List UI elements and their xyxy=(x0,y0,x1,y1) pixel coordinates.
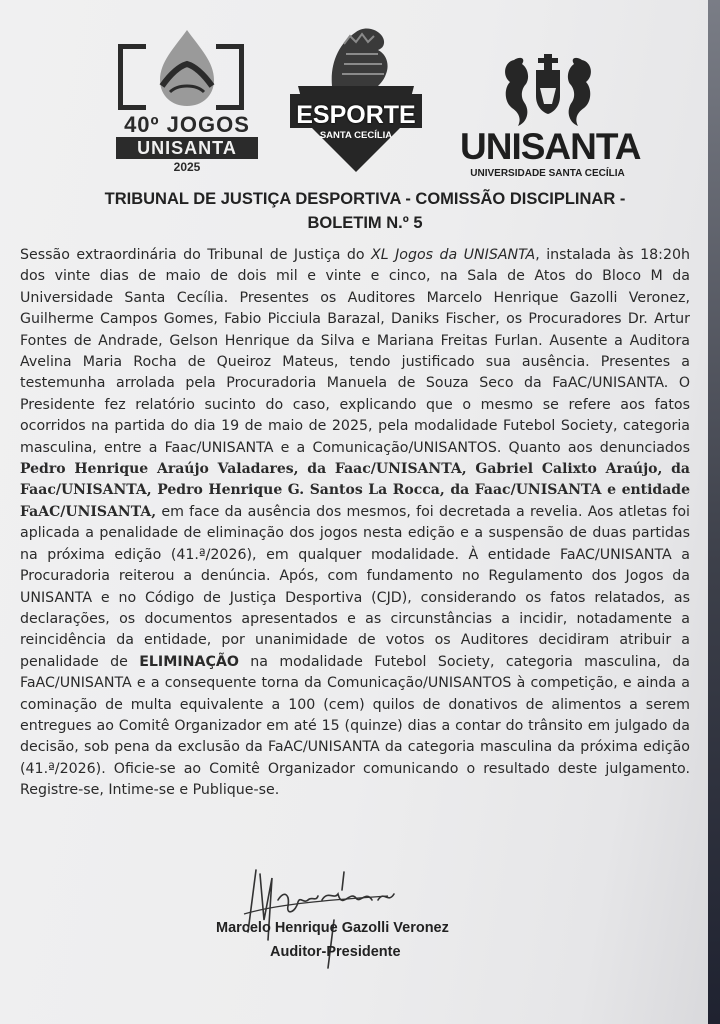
document-heading xyxy=(40,187,690,235)
logo-jogos-title: 40º JOGOS xyxy=(124,112,250,137)
signatory-role: Auditor-Presidente xyxy=(270,944,401,960)
unisanta-logo xyxy=(460,48,641,188)
flame-drop-icon xyxy=(154,28,220,108)
seahorse-shield-icon xyxy=(286,24,426,174)
heading-line-1: TRIBUNAL DE JUSTIÇA DESPORTIVA - COMISSÃO DISCIPLINAR - xyxy=(104,190,626,208)
event-name: XL Jogos da UNISANTA xyxy=(371,247,536,263)
body-intro: Sessão extraordinária do Tribunal de Justiça do xyxy=(20,247,372,263)
logo-jogos-band: UNISANTA xyxy=(116,137,258,159)
logo-unisanta-sub: UNIVERSIDADE SANTA CECÍLIA xyxy=(470,168,625,179)
body-conclusion: na modalidade Futebol Society, categoria masculina, da FaAC/UNISANTA e a consequente torna da Comunicação/UNISANTOS à competição, e ainda a cominação de multa equivalente a 100 (cem) quilos de donativos de alimentos a serem entregues ao Comitê Organizador em até 15 (quinze) dias a contar do trânsito em julgado da decisão, sob pena da exclusão da FaAC/UNISANTA da categoria masculina da próxima edição (41.ª/2026). Oficie-se ao Comitê Organizador comunicando o resultado deste julgamento. Registre-se, Intime-se e Publique-se. xyxy=(20,653,690,799)
heading-line-2: BOLETIM N.º 5 xyxy=(307,214,423,232)
signatory-name: Marcelo Henrique Gazolli Veronez xyxy=(216,920,449,936)
bulletin-body xyxy=(20,245,690,802)
logo-frame-right xyxy=(216,44,244,110)
body-session-details: , instalada às 18:20h dos vinte dias de maio de dois mil e vinte e cinco, na Sala de Atos do Bloco M da Universidade Santa Cecília. Presentes os Auditores Marcelo Henrique Gazolli Veronez, Guilherme Campos Gomes, Fabio Picciula Barazal, Daniks Fischer, os Procuradores Dr. Artur Fontes de Andrade, Gelson Henrique da Silva e Mariana Freitas Furlan. Ausente a Auditora Avelina Maria Rocha de Queiroz Mateus, tendo justificado sua ausência. Presentes a testemunha arrolada pela Procuradoria Manuela de Souza Seco da FaAC/UNISANTA. O Presidente fez relatório sucinto do caso, explicando que o mesmo se refere aos fatos ocorridos na partida do dia 19 de maio de 2025, pela modalidade Futebol Society, categoria masculina, entre a Faac/UNISANTA e a Comunicação/UNISANTOS. Quanto aos denunciados xyxy=(20,247,690,456)
bulletin-paragraph xyxy=(20,245,690,802)
logo-frame-left xyxy=(118,44,146,110)
logo-esporte-sub: SANTA CECÍLIA xyxy=(319,130,393,141)
jogos-unisanta-logo xyxy=(112,28,262,174)
logo-jogos-year: 2025 xyxy=(173,160,201,174)
penalty-elimination: ELIMINAÇÃO xyxy=(139,653,239,670)
esporte-santa-cecilia-logo xyxy=(286,24,426,174)
background-edge xyxy=(708,0,720,1024)
accused-names: Pedro Henrique Araújo Valadares, da Faac/UNISANTA, Gabriel Calixto Araújo, da Faac/UNISANTA, Pedro Henrique G. Santos La Rocca, da Faac/UNISANTA e entidade FaAC/UNISANTA, xyxy=(20,461,690,520)
unisanta-crest-icon xyxy=(500,48,596,130)
logo-unisanta-name: UNISANTA xyxy=(460,126,641,167)
body-decision: em face da ausência dos mesmos, foi decretada a revelia. Aos atletas foi aplicada a penalidade de eliminação dos jogos nesta edição e a suspensão de duas partidas na próxima edição (41.ª/2026), em qualquer modalidade. À entidade FaAC/UNISANTA a Procuradoria reiterou a denúncia. Após, com fundamento no Regulamento dos Jogos da UNISANTA e no Código de Justiça Desportiva (CJD), considerando os fatos relatados, as declarações, os documentos apresentados e as circunstâncias a incidir, notadamente a reincidência da entidade, por unanimidade de votos os Auditores decidiram atribuir a penalidade de xyxy=(20,503,690,670)
logo-esporte-word: ESPORTE xyxy=(296,101,416,129)
